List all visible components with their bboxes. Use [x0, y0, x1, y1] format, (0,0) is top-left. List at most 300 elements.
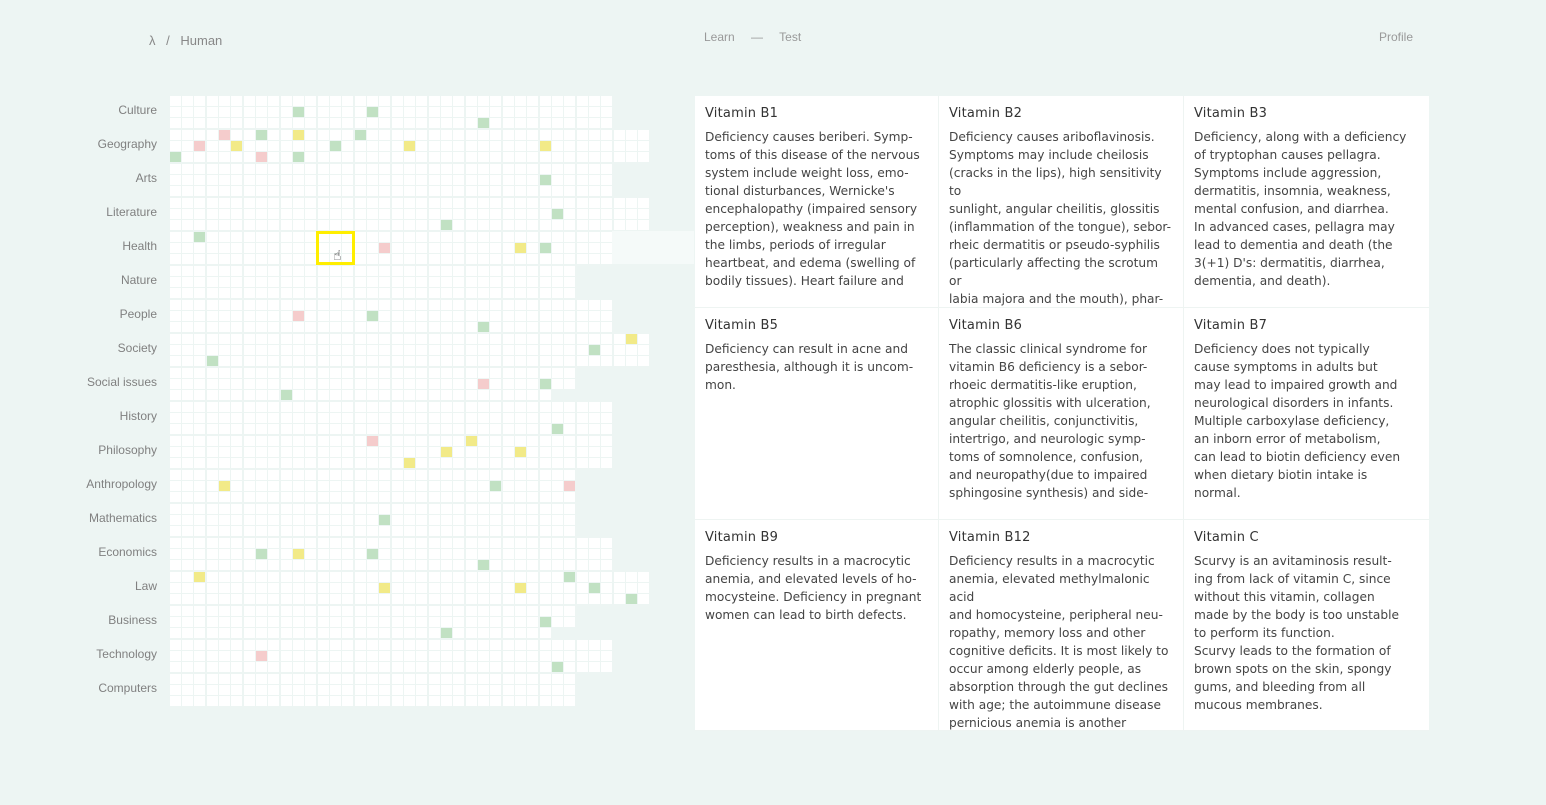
grid-cell[interactable] — [503, 504, 514, 514]
grid-cell[interactable] — [355, 288, 366, 298]
grid-cell[interactable] — [207, 390, 218, 400]
grid-cell[interactable] — [182, 390, 193, 400]
grid-cell[interactable] — [540, 492, 551, 502]
grid-cell[interactable] — [318, 538, 329, 548]
grid-cell[interactable] — [231, 186, 242, 196]
grid-cell[interactable] — [219, 504, 230, 514]
grid-cell[interactable] — [515, 549, 526, 559]
grid-cell[interactable] — [515, 152, 526, 162]
grid-cell[interactable] — [392, 107, 403, 117]
grid-cell[interactable] — [404, 356, 415, 366]
grid-cell[interactable] — [182, 436, 193, 446]
grid-cell[interactable] — [564, 594, 575, 604]
grid-cell[interactable] — [478, 640, 489, 650]
grid-cell[interactable] — [416, 424, 427, 434]
grid-cell[interactable] — [441, 390, 452, 400]
grid-cell[interactable] — [194, 526, 205, 536]
grid-cell[interactable] — [256, 186, 267, 196]
grid-cell[interactable] — [244, 368, 255, 378]
grid-cell[interactable] — [268, 288, 279, 298]
grid-cell[interactable] — [330, 538, 341, 548]
grid-cell[interactable] — [527, 107, 538, 117]
grid-cell[interactable] — [429, 130, 440, 140]
grid-cell[interactable] — [564, 549, 575, 559]
grid-cell[interactable] — [318, 572, 329, 582]
grid-cell[interactable] — [330, 696, 341, 706]
grid-cell[interactable] — [540, 96, 551, 106]
grid-cell[interactable] — [503, 538, 514, 548]
grid-cell[interactable] — [453, 651, 464, 661]
grid-cell[interactable] — [540, 526, 551, 536]
grid-cell[interactable] — [207, 458, 218, 468]
grid-cell[interactable] — [478, 232, 489, 242]
grid-cell[interactable] — [207, 413, 218, 423]
grid-cell[interactable] — [231, 526, 242, 536]
grid-cell[interactable] — [367, 379, 378, 389]
grid-cell[interactable] — [515, 334, 526, 344]
grid-cell[interactable] — [392, 243, 403, 253]
grid-cell[interactable] — [392, 696, 403, 706]
grid-cell[interactable] — [527, 300, 538, 310]
vitamin-card[interactable] — [1184, 308, 1429, 520]
grid-cell[interactable] — [207, 164, 218, 174]
grid-cell[interactable] — [552, 232, 563, 242]
grid-cell-green[interactable] — [170, 152, 181, 162]
grid-cell[interactable] — [355, 266, 366, 276]
grid-cell[interactable] — [342, 209, 353, 219]
grid-cell[interactable] — [379, 322, 390, 332]
grid-cell[interactable] — [552, 300, 563, 310]
grid-cell[interactable] — [490, 186, 501, 196]
grid-cell[interactable] — [466, 447, 477, 457]
grid-cell[interactable] — [453, 640, 464, 650]
grid-cell[interactable] — [429, 538, 440, 548]
grid-cell[interactable] — [540, 390, 551, 400]
grid-cell[interactable] — [527, 118, 538, 128]
grid-cell[interactable] — [355, 549, 366, 559]
grid-cell[interactable] — [318, 118, 329, 128]
grid-cell[interactable] — [490, 572, 501, 582]
grid-cell[interactable] — [527, 458, 538, 468]
grid-cell[interactable] — [207, 515, 218, 525]
grid-cell[interactable] — [478, 651, 489, 661]
grid-cell[interactable] — [170, 175, 181, 185]
grid-cell[interactable] — [392, 118, 403, 128]
grid-cell[interactable] — [355, 107, 366, 117]
grid-cell[interactable] — [466, 662, 477, 672]
grid-cell[interactable] — [564, 322, 575, 332]
grid-cell[interactable] — [478, 130, 489, 140]
grid-cell[interactable] — [404, 617, 415, 627]
grid-cell[interactable] — [552, 311, 563, 321]
grid-cell[interactable] — [416, 696, 427, 706]
grid-cell[interactable] — [614, 152, 625, 162]
grid-cell[interactable] — [392, 345, 403, 355]
grid-cell[interactable] — [540, 209, 551, 219]
grid-cell[interactable] — [256, 345, 267, 355]
grid-cell[interactable] — [478, 356, 489, 366]
grid-cell[interactable] — [515, 628, 526, 638]
grid-cell[interactable] — [515, 356, 526, 366]
grid-cell[interactable] — [330, 356, 341, 366]
grid-cell[interactable] — [318, 617, 329, 627]
grid-cell[interactable] — [503, 379, 514, 389]
grid-cell[interactable] — [577, 356, 588, 366]
grid-cell[interactable] — [367, 96, 378, 106]
grid-cell[interactable] — [355, 390, 366, 400]
grid-cell[interactable] — [219, 606, 230, 616]
grid-cell[interactable] — [478, 628, 489, 638]
grid-cell[interactable] — [342, 277, 353, 287]
grid-cell[interactable] — [318, 198, 329, 208]
grid-cell[interactable] — [552, 186, 563, 196]
grid-cell[interactable] — [293, 379, 304, 389]
grid-cell[interactable] — [281, 175, 292, 185]
grid-cell[interactable] — [293, 186, 304, 196]
grid-cell[interactable] — [379, 458, 390, 468]
grid-cell[interactable] — [552, 368, 563, 378]
grid-cell[interactable] — [231, 243, 242, 253]
grid-cell[interactable] — [342, 685, 353, 695]
grid-cell[interactable] — [404, 130, 415, 140]
grid-cell[interactable] — [527, 198, 538, 208]
grid-cell[interactable] — [466, 243, 477, 253]
grid-cell[interactable] — [416, 685, 427, 695]
grid-cell[interactable] — [231, 504, 242, 514]
grid-cell[interactable] — [281, 345, 292, 355]
grid-cell[interactable] — [281, 198, 292, 208]
grid-cell[interactable] — [256, 674, 267, 684]
grid-cell[interactable] — [342, 526, 353, 536]
grid-cell[interactable] — [318, 186, 329, 196]
grid-cell[interactable] — [404, 390, 415, 400]
grid-cell[interactable] — [503, 651, 514, 661]
grid-cell[interactable] — [392, 492, 403, 502]
category-label[interactable]: Society — [117, 341, 157, 355]
grid-cell[interactable] — [182, 209, 193, 219]
grid-cell-green[interactable] — [540, 617, 551, 627]
grid-cell[interactable] — [318, 549, 329, 559]
grid-cell[interactable] — [256, 288, 267, 298]
grid-cell[interactable] — [601, 560, 612, 570]
grid-cell[interactable] — [503, 594, 514, 604]
grid-cell[interactable] — [318, 130, 329, 140]
grid-cell[interactable] — [305, 107, 316, 117]
grid-cell[interactable] — [207, 674, 218, 684]
grid-cell[interactable] — [416, 504, 427, 514]
grid-cell[interactable] — [231, 96, 242, 106]
grid-cell[interactable] — [503, 141, 514, 151]
grid-cell[interactable] — [379, 379, 390, 389]
grid-cell[interactable] — [540, 107, 551, 117]
grid-cell[interactable] — [429, 651, 440, 661]
grid-cell[interactable] — [231, 606, 242, 616]
category-label[interactable]: Law — [134, 579, 157, 593]
grid-cell[interactable] — [552, 356, 563, 366]
grid-cell[interactable] — [564, 424, 575, 434]
grid-cell[interactable] — [342, 96, 353, 106]
grid-cell[interactable] — [429, 640, 440, 650]
grid-cell[interactable] — [318, 560, 329, 570]
grid-cell[interactable] — [330, 220, 341, 230]
grid-cell[interactable] — [355, 413, 366, 423]
grid-cell[interactable] — [379, 311, 390, 321]
grid-cell[interactable] — [614, 572, 625, 582]
grid-cell[interactable] — [231, 118, 242, 128]
grid-cell[interactable] — [281, 243, 292, 253]
grid-cell[interactable] — [515, 606, 526, 616]
grid-cell[interactable] — [268, 447, 279, 457]
grid-cell[interactable] — [281, 549, 292, 559]
grid-cell[interactable] — [466, 594, 477, 604]
grid-cell[interactable] — [490, 560, 501, 570]
grid-cell[interactable] — [503, 685, 514, 695]
grid-cell[interactable] — [392, 130, 403, 140]
grid-cell[interactable] — [429, 674, 440, 684]
grid-cell[interactable] — [342, 186, 353, 196]
grid-cell[interactable] — [367, 594, 378, 604]
grid-cell[interactable] — [367, 424, 378, 434]
grid-cell[interactable] — [392, 628, 403, 638]
grid-cell[interactable] — [466, 504, 477, 514]
grid-cell[interactable] — [379, 220, 390, 230]
grid-cell[interactable] — [170, 220, 181, 230]
grid-cell[interactable] — [379, 594, 390, 604]
grid-cell[interactable] — [342, 481, 353, 491]
grid-cell[interactable] — [515, 617, 526, 627]
grid-cell[interactable] — [342, 549, 353, 559]
grid-cell[interactable] — [342, 696, 353, 706]
vitamin-card[interactable] — [1184, 520, 1429, 731]
grid-cell[interactable] — [429, 572, 440, 582]
grid-cell[interactable] — [207, 424, 218, 434]
grid-cell[interactable] — [342, 311, 353, 321]
grid-cell[interactable] — [466, 696, 477, 706]
grid-cell[interactable] — [256, 594, 267, 604]
grid-cell[interactable] — [466, 107, 477, 117]
grid-cell[interactable] — [503, 413, 514, 423]
grid-cell[interactable] — [515, 651, 526, 661]
grid-cell[interactable] — [244, 640, 255, 650]
grid-cell[interactable] — [503, 583, 514, 593]
grid-cell[interactable] — [256, 606, 267, 616]
grid-cell[interactable] — [540, 424, 551, 434]
grid-cell[interactable] — [416, 549, 427, 559]
grid-cell[interactable] — [527, 674, 538, 684]
grid-cell[interactable] — [182, 662, 193, 672]
grid-cell[interactable] — [182, 152, 193, 162]
grid-cell[interactable] — [589, 447, 600, 457]
grid-cell[interactable] — [527, 492, 538, 502]
grid-cell[interactable] — [601, 549, 612, 559]
grid-cell-green[interactable] — [367, 107, 378, 117]
grid-cell[interactable] — [256, 583, 267, 593]
grid-cell-yellow[interactable] — [515, 447, 526, 457]
grid-cell[interactable] — [194, 345, 205, 355]
grid-cell[interactable] — [182, 220, 193, 230]
grid-cell[interactable] — [244, 594, 255, 604]
grid-cell[interactable] — [379, 549, 390, 559]
grid-cell[interactable] — [281, 232, 292, 242]
grid-cell[interactable] — [392, 651, 403, 661]
grid-cell[interactable] — [293, 436, 304, 446]
category-label[interactable]: Economics — [98, 545, 157, 559]
grid-cell[interactable] — [404, 402, 415, 412]
grid-cell[interactable] — [231, 583, 242, 593]
grid-cell[interactable] — [527, 685, 538, 695]
grid-cell[interactable] — [367, 515, 378, 525]
grid-cell[interactable] — [219, 413, 230, 423]
grid-cell[interactable] — [256, 334, 267, 344]
grid-cell[interactable] — [515, 504, 526, 514]
grid-cell[interactable] — [527, 288, 538, 298]
grid-cell[interactable] — [305, 526, 316, 536]
grid-cell[interactable] — [281, 696, 292, 706]
grid-cell[interactable] — [392, 515, 403, 525]
grid-cell[interactable] — [478, 424, 489, 434]
grid-cell[interactable] — [355, 696, 366, 706]
grid-cell[interactable] — [219, 640, 230, 650]
grid-cell[interactable] — [305, 617, 316, 627]
grid-cell[interactable] — [330, 368, 341, 378]
grid-cell[interactable] — [515, 685, 526, 695]
grid-cell[interactable] — [231, 674, 242, 684]
grid-cell[interactable] — [589, 107, 600, 117]
grid-cell[interactable] — [318, 356, 329, 366]
grid-cell[interactable] — [367, 152, 378, 162]
grid-cell[interactable] — [293, 164, 304, 174]
grid-cell[interactable] — [194, 356, 205, 366]
grid-cell[interactable] — [564, 186, 575, 196]
grid-cell[interactable] — [231, 424, 242, 434]
grid-cell[interactable] — [453, 345, 464, 355]
grid-cell[interactable] — [527, 640, 538, 650]
grid-cell[interactable] — [577, 186, 588, 196]
grid-cell[interactable] — [207, 243, 218, 253]
grid-cell[interactable] — [441, 277, 452, 287]
grid-cell-green[interactable] — [540, 175, 551, 185]
grid-cell[interactable] — [379, 186, 390, 196]
grid-cell[interactable] — [231, 594, 242, 604]
grid-cell[interactable] — [219, 379, 230, 389]
grid-cell[interactable] — [490, 390, 501, 400]
category-label[interactable]: Technology — [96, 647, 157, 661]
grid-cell[interactable] — [490, 606, 501, 616]
grid-cell[interactable] — [453, 413, 464, 423]
grid-cell[interactable] — [293, 300, 304, 310]
grid-cell[interactable] — [379, 628, 390, 638]
grid-cell[interactable] — [515, 390, 526, 400]
grid-cell[interactable] — [231, 322, 242, 332]
grid-cell[interactable] — [355, 640, 366, 650]
category-label[interactable]: People — [119, 307, 157, 321]
grid-cell[interactable] — [515, 254, 526, 264]
grid-cell[interactable] — [441, 458, 452, 468]
grid-cell[interactable] — [441, 594, 452, 604]
grid-cell[interactable] — [466, 424, 477, 434]
grid-cell[interactable] — [318, 345, 329, 355]
grid-cell[interactable] — [564, 311, 575, 321]
grid-cell[interactable] — [478, 458, 489, 468]
grid-cell[interactable] — [281, 628, 292, 638]
grid-cell[interactable] — [207, 594, 218, 604]
grid-cell[interactable] — [392, 458, 403, 468]
grid-cell[interactable] — [194, 164, 205, 174]
grid-cell[interactable] — [207, 345, 218, 355]
grid-cell[interactable] — [552, 640, 563, 650]
grid-cell[interactable] — [219, 175, 230, 185]
grid-cell[interactable] — [330, 107, 341, 117]
grid-cell[interactable] — [342, 606, 353, 616]
grid-cell[interactable] — [194, 481, 205, 491]
grid-cell[interactable] — [379, 345, 390, 355]
grid-cell[interactable] — [207, 220, 218, 230]
grid-cell[interactable] — [367, 334, 378, 344]
grid-cell[interactable] — [552, 413, 563, 423]
grid-cell[interactable] — [305, 334, 316, 344]
grid-cell[interactable] — [392, 277, 403, 287]
grid-cell[interactable] — [170, 96, 181, 106]
grid-cell[interactable] — [589, 141, 600, 151]
grid-cell[interactable] — [305, 266, 316, 276]
grid-cell[interactable] — [342, 198, 353, 208]
grid-cell[interactable] — [453, 209, 464, 219]
grid-cell[interactable] — [342, 492, 353, 502]
grid-cell[interactable] — [367, 300, 378, 310]
grid-cell[interactable] — [207, 322, 218, 332]
grid-cell[interactable] — [490, 243, 501, 253]
grid-cell[interactable] — [305, 390, 316, 400]
grid-cell[interactable] — [367, 470, 378, 480]
grid-cell[interactable] — [589, 334, 600, 344]
grid-cell[interactable] — [207, 107, 218, 117]
grid-cell[interactable] — [466, 198, 477, 208]
grid-cell[interactable] — [219, 594, 230, 604]
grid-cell[interactable] — [305, 368, 316, 378]
grid-cell[interactable] — [318, 390, 329, 400]
grid-cell[interactable] — [490, 277, 501, 287]
grid-cell[interactable] — [244, 164, 255, 174]
grid-cell[interactable] — [379, 254, 390, 264]
grid-cell[interactable] — [194, 288, 205, 298]
grid-cell[interactable] — [268, 300, 279, 310]
grid-cell[interactable] — [577, 209, 588, 219]
grid-cell[interactable] — [342, 594, 353, 604]
grid-cell[interactable] — [503, 424, 514, 434]
grid-cell[interactable] — [231, 492, 242, 502]
grid-cell[interactable] — [379, 674, 390, 684]
grid-cell[interactable] — [404, 526, 415, 536]
grid-cell[interactable] — [527, 470, 538, 480]
grid-cell[interactable] — [305, 515, 316, 525]
grid-cell[interactable] — [305, 198, 316, 208]
grid-cell-yellow[interactable] — [626, 334, 637, 344]
grid-cell[interactable] — [503, 334, 514, 344]
grid-cell[interactable] — [170, 504, 181, 514]
grid-cell-yellow[interactable] — [515, 243, 526, 253]
grid-cell[interactable] — [429, 345, 440, 355]
grid-cell[interactable] — [207, 379, 218, 389]
grid-cell[interactable] — [503, 288, 514, 298]
grid-cell[interactable] — [490, 368, 501, 378]
grid-cell[interactable] — [305, 141, 316, 151]
grid-cell[interactable] — [490, 334, 501, 344]
grid-cell[interactable] — [305, 356, 316, 366]
grid-cell[interactable] — [416, 379, 427, 389]
grid-cell[interactable] — [552, 458, 563, 468]
grid-cell[interactable] — [564, 300, 575, 310]
grid-cell[interactable] — [244, 492, 255, 502]
